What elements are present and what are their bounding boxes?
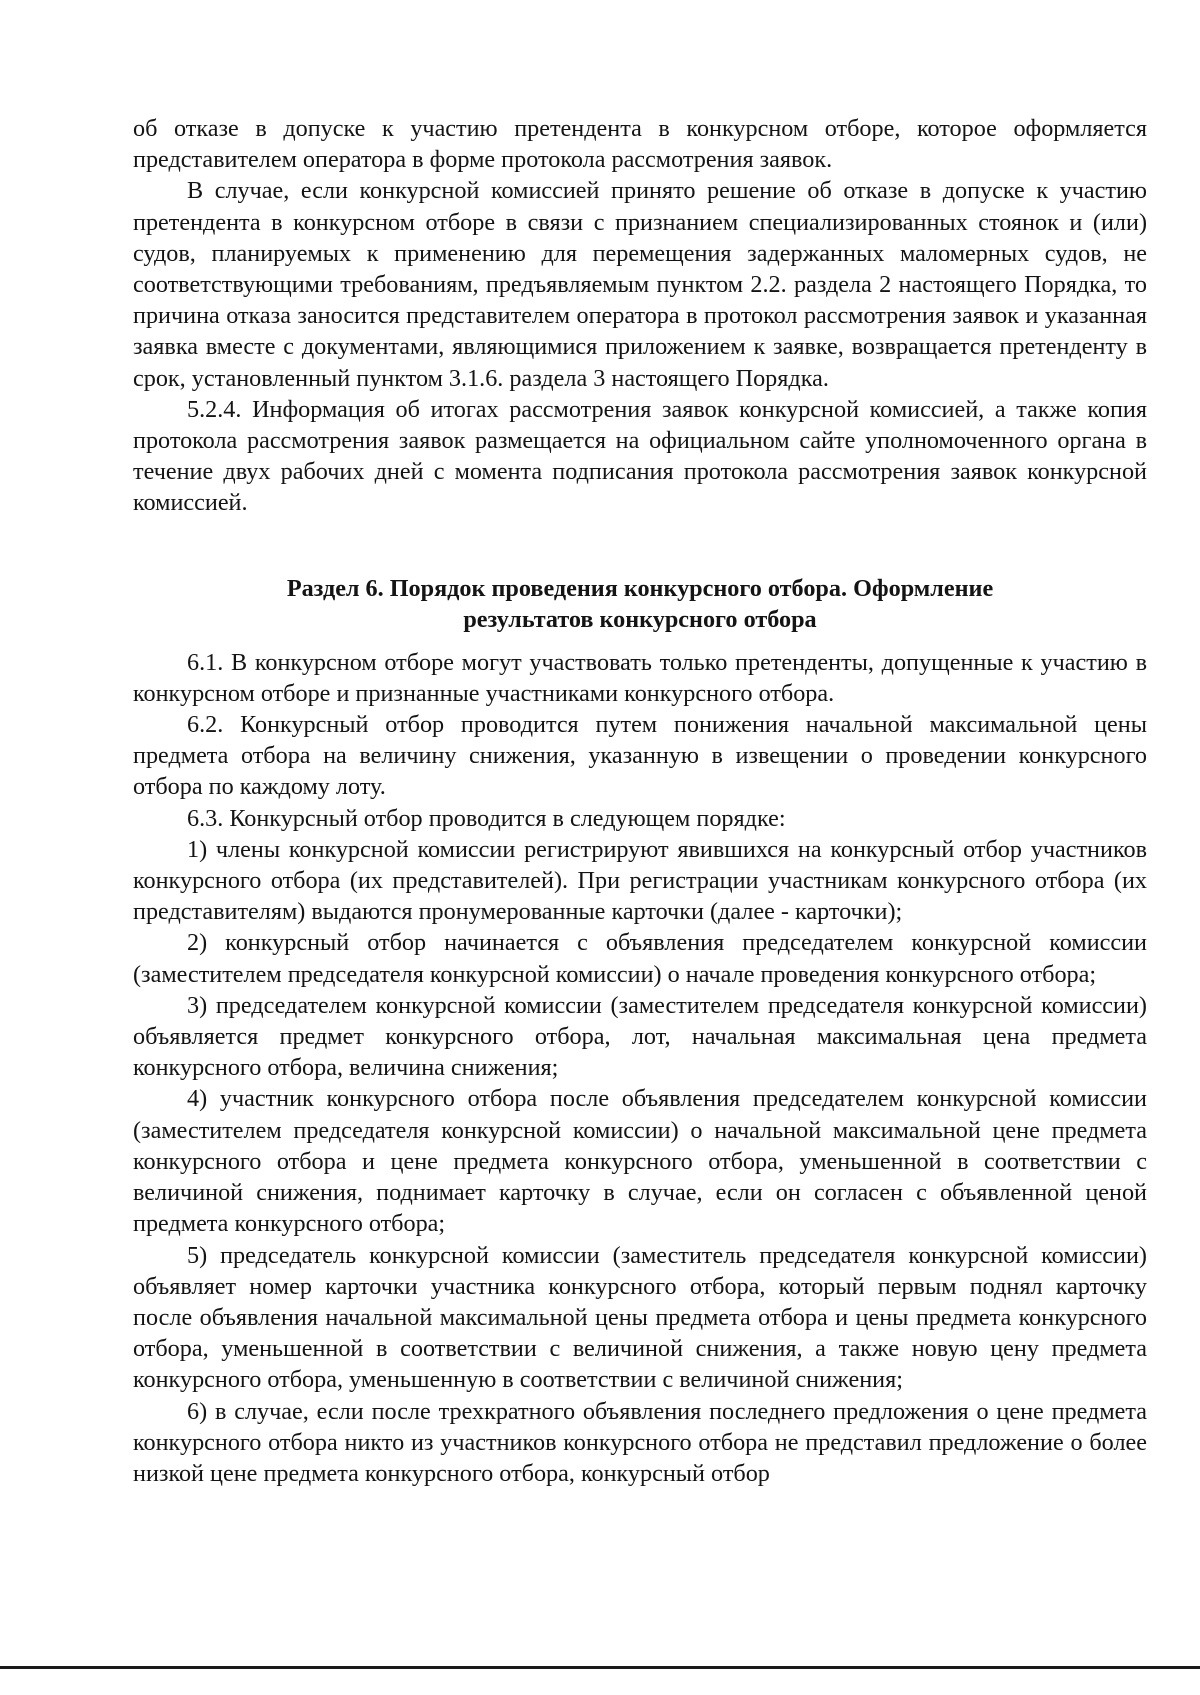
page-bottom-rule [0,1666,1200,1669]
section-heading-line2: результатов конкурсного отбора [463,605,817,633]
list-item-6: 6) в случае, если после трехкратного объявления последнего предложения о цене предмета конкурсного отбора никто из участников конкурсного отбора не представил предложение о более низкой цене предмета конкурсного отбора, конкурсный отбор [133,1397,1147,1487]
paragraphs-after [133,647,1147,1489]
list-item-5: 5) председатель конкурсной комиссии (заместитель председателя конкурсной комиссии) объявляет номер карточки участника конкурсного отбора, который первым поднял карточку после объявления начальной максимальной цены предмета отбора и цены предмета конкурсного отбора, уменьшенной в соответствии с величиной снижения, а также новую цену предмета конкурсного отбора, уменьшенную в соответствии с величиной снижения; [133,1241,1147,1394]
paragraph-6-1: 6.1. В конкурсном отборе могут участвовать только претенденты, допущенные к участию в конкурсном отборе и признанные участниками конкурсного отбора. [133,648,1147,707]
section-heading-line1: Раздел 6. Порядок проведения конкурсного отбора. Оформление [286,574,994,602]
list-item-2: 2) конкурсный отбор начинается с объявления председателем конкурсной комиссии (заместителем председателя конкурсной комиссии) о начале проведения конкурсного отбора; [133,929,1147,988]
list-item-3: 3) председателем конкурсной комиссии (заместителем председателя конкурсной комиссии) объявляется предмет конкурсного отбора, лот, начальная максимальная цена предмета конкурсного отбора, величина снижения; [133,991,1147,1082]
paragraph-refusal-reason: В случае, если конкурсной комиссией принято решение об отказе в допуске к участию претендента в конкурсном отборе в связи с признанием специализированных стоянок и (или) судов, планируемых к применению для перемещения задержанных маломерных судов, не соответствующими требованиям, предъявляемым пунктом 2.2. раздела 2 настоящего Порядка, то причина отказа заносится представителем оператора в протокол рассмотрения заявок и указанная заявка вместе с документами, являющимися приложением к заявке, возвращается претенденту в срок, установленный пунктом 3.1.6. раздела 3 настоящего Порядка. [133,177,1147,392]
paragraph-5-2-4: 5.2.4. Информация об итогах рассмотрения заявок конкурсной комиссией, а также копия протокола рассмотрения заявок размещается на официальном сайте уполномоченного органа в течение двух рабочих дней с момента подписания протокола рассмотрения заявок конкурсной комиссией. [133,395,1147,517]
paragraph-continuation: об отказе в допуске к участию претендента в конкурсном отборе, которое оформляется представителем оператора в форме протокола рассмотрения заявок. [133,115,1147,174]
section-heading [133,573,1147,635]
paragraph-6-3: 6.3. Конкурсный отбор проводится в следующем порядке: [187,804,786,832]
paragraph-6-2: 6.2. Конкурсный отбор проводится путем понижения начальной максимальной цены предмета отбора на величину снижения, указанную в извещении о проведении конкурсного отбора по каждому лоту. [133,711,1147,801]
list-item-4: 4) участник конкурсного отбора после объявления председателем конкурсной комиссии (заместителем председателя конкурсной комиссии) о начальной максимальной цене предмета конкурсного отбора и цене предмета конкурсного отбора, уменьшенной в соответствии с величиной снижения, поднимает карточку в случае, если он согласен с объявленной ценой предмета конкурсного отбора; [133,1085,1147,1238]
paragraphs-before [133,113,1147,519]
document-page [133,113,1147,1489]
list-item-1: 1) члены конкурсной комиссии регистрируют явившихся на конкурсный отбор участников конкурсного отбора (их представителей). При регистрации участникам конкурсного отбора (их представителям) выдаются пронумерованные карточки (далее - карточки); [133,835,1147,926]
